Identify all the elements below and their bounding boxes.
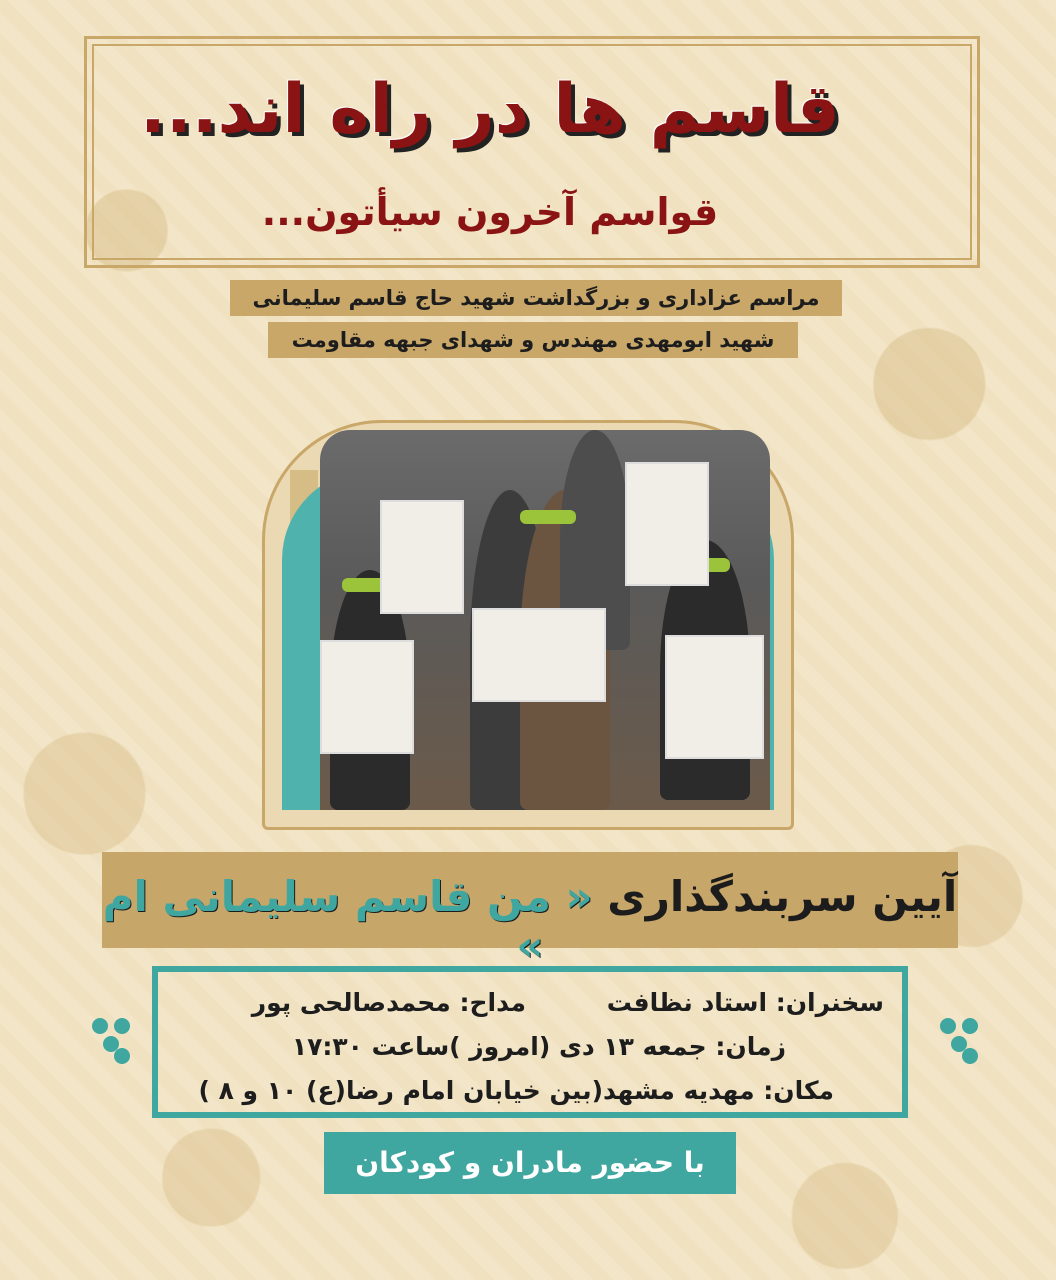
headband xyxy=(520,510,576,524)
event-title-highlight: من قاسم سلیمانی ام xyxy=(102,872,551,921)
decorative-dots-icon xyxy=(940,1018,986,1064)
event-title-quote-close: » xyxy=(516,921,544,970)
event-title-prefix: آیین سربندگذاری xyxy=(607,872,958,921)
children-photo xyxy=(320,430,770,810)
portrait-image xyxy=(380,500,464,614)
eulogist-text: مداح: محمدصالحی پور xyxy=(251,988,526,1017)
portrait-image xyxy=(472,608,606,702)
event-title-quote-open: « xyxy=(565,872,593,921)
speaker-text: سخنران: استاد نظافت xyxy=(606,988,884,1017)
portrait-image xyxy=(665,635,764,759)
ceremony-banner-line1: مراسم عزاداری و بزرگداشت شهید حاج قاسم سلیمانی xyxy=(230,280,842,316)
ceremony-banner-line2: شهید ابومهدی مهندس و شهدای جبهه مقاومت xyxy=(268,322,798,358)
time-text: زمان: جمعه ۱۳ دی (امروز )ساعت ۱۷:۳۰ xyxy=(291,1032,786,1061)
place-text: مکان: مهدیه مشهد(بین خیابان امام رضا(ع) ۱۰ و ۸ ) xyxy=(198,1076,834,1105)
portrait-image xyxy=(320,640,414,754)
portrait-image xyxy=(625,462,709,586)
sub-title: قواسم آخرون سیأتون... xyxy=(261,190,719,234)
audience-banner: با حضور مادران و کودکان xyxy=(324,1132,736,1194)
main-title: قاسم ها در راه اند... xyxy=(140,70,840,149)
decorative-dots-icon xyxy=(92,1018,138,1064)
event-title xyxy=(102,872,958,970)
